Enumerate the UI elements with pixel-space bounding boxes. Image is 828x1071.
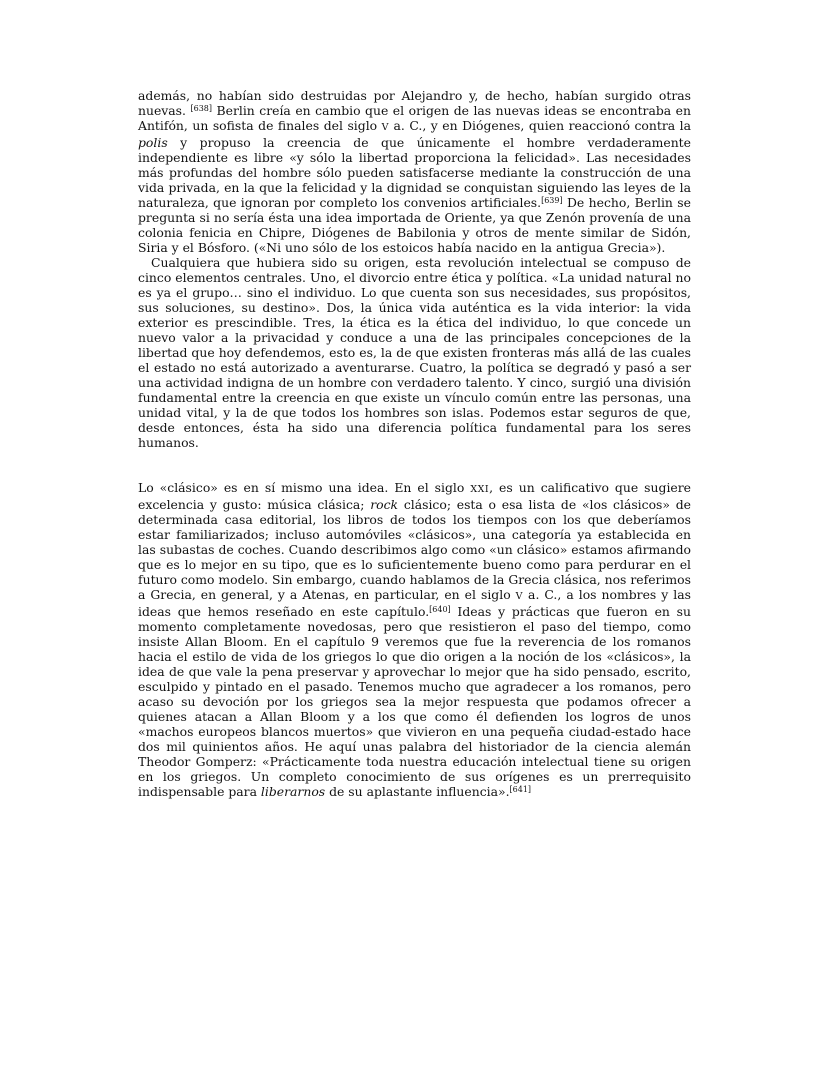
text-run: a. C., y en Diógenes, quien reaccionó contra la	[389, 118, 691, 133]
footnote-reference: [638]	[190, 104, 212, 113]
section-break	[138, 450, 691, 480]
text-run: además, no habían sido destruidas por Alejandro y, de hecho, habían surgido otras nuevas.	[138, 88, 691, 118]
footnote-reference: [640]	[429, 605, 451, 614]
italic-text: polis	[138, 135, 168, 150]
body-paragraph	[138, 255, 691, 450]
italic-text: rock	[370, 497, 399, 512]
text-run: a. C., a los nombres y las ideas que hemos reseñado en este capítulo.	[138, 587, 691, 619]
text-run: Berlin creía en cambio que el origen de las nuevas ideas se encontraba en Antifón, un sofista de finales del siglo	[138, 103, 691, 133]
century-numeral: XXI	[470, 484, 490, 495]
text-run: Lo «clásico» es en sí mismo una idea. En el siglo	[138, 480, 471, 495]
body-paragraph	[138, 88, 691, 255]
text-run: , es un calificativo que sugiere excelencia y gusto: música clásica;	[138, 480, 691, 512]
body-paragraph	[138, 480, 691, 799]
text-run: y propuso la creencia de que únicamente el hombre verdaderamente independiente es libre «y sólo la libertad proporciona la felicidad». Las necesidades más profundas del hombre sólo pueden satisfacerse mediante la construcción de una vida privada, en la que la felicidad y la dignidad se conquistan siguiendo las leyes de la naturaleza, que ignoran por completo los convenios artificiales.	[138, 135, 691, 210]
text-run: de su aplastante influencia».	[325, 784, 510, 799]
text-run: Ideas y prácticas que fueron en su momento completamente novedosas, pero que resistieron el paso del tiempo, como insiste Allan Bloom. En el capítulo 9 veremos que fue la reverencia de los romanos hacia el estilo de vida de los griegos lo que dio origen a la noción de los «clásicos», la idea de que vale la pena preservar y aprovechar lo mejor que ha sido pensado, escrito, esculpido y pintado en el pasado. Tenemos mucho que agradecer a los romanos, pero acaso su devoción por los griegos sea la mejor respuesta que podamos ofrecer a quienes atacan a Allan Bloom y a los que como él defienden los logros de unos «machos europeos blancos muertos» que vivieron en una pequeña ciudad-estado hace dos mil quinientos años. He aquí unas palabra del historiador de la ciencia alemán Theodor Gomperz: «Prácticamente toda nuestra educación intelectual tiene su origen en los griegos. Un completo conocimiento de sus orígenes es un prerrequisito indispensable para	[138, 604, 691, 799]
book-page	[138, 88, 691, 799]
text-run: clásico; esta o esa lista de «los clásicos» de determinada casa editorial, los libros de todos los tiempos con los que deberíamos estar familiarizados; incluso automóviles «clásicos», una categoría ya establecida en las subastas de coches. Cuando describimos algo como «un clásico» estamos afirmando que es lo mejor en su tipo, que es lo suficientemente bueno como para perdurar en el futuro como modelo. Sin embargo, cuando hablamos de la Grecia clásica, nos referimos a Grecia, en general, y a Atenas, en particular, en el siglo	[138, 497, 691, 602]
footnote-reference: [641]	[509, 785, 532, 794]
century-numeral: V	[515, 591, 524, 602]
century-numeral: V	[381, 122, 390, 133]
footnote-reference: [639]	[541, 196, 563, 205]
text-run: Cualquiera que hubiera sido su origen, esta revolución intelectual se compuso de cinco elementos centrales. Uno, el divorcio entre ética y política. «La unidad natural no es ya el grupo… sino el individuo. Lo que cuenta son sus necesidades, sus propósitos, sus soluciones, su destino». Dos, la única vida auténtica es la vida interior: la vida exterior es prescindible. Tres, la ética es la ética del individuo, lo que concede un nuevo valor a la privacidad y conduce a una de las principales concepciones de la libertad que hoy defendemos, esto es, la de que existen fronteras más allá de las cuales el estado no está autorizado a aventurarse. Cuatro, la política se degradó y pasó a ser una actividad indigna de un hombre con verdadero talento. Y cinco, surgió una división fundamental entre la creencia en que existe un vínculo común entre las personas, una unidad vital, y la de que todos los hombres son islas. Podemos estar seguros de que, desde entonces, ésta ha sido una diferencia política fundamental para los seres humanos.	[138, 255, 691, 450]
text-run: De hecho, Berlin se pregunta si no sería ésta una idea importada de Oriente, ya que Zenón provenía de una colonia fenicia en Chipre, Diógenes de Babilonia y otros de mente similar de Sidón, Siria y el Bósforo. («Ni uno sólo de los estoicos había nacido en la antigua Grecia»).	[138, 195, 691, 255]
italic-text: liberarnos	[260, 784, 326, 799]
